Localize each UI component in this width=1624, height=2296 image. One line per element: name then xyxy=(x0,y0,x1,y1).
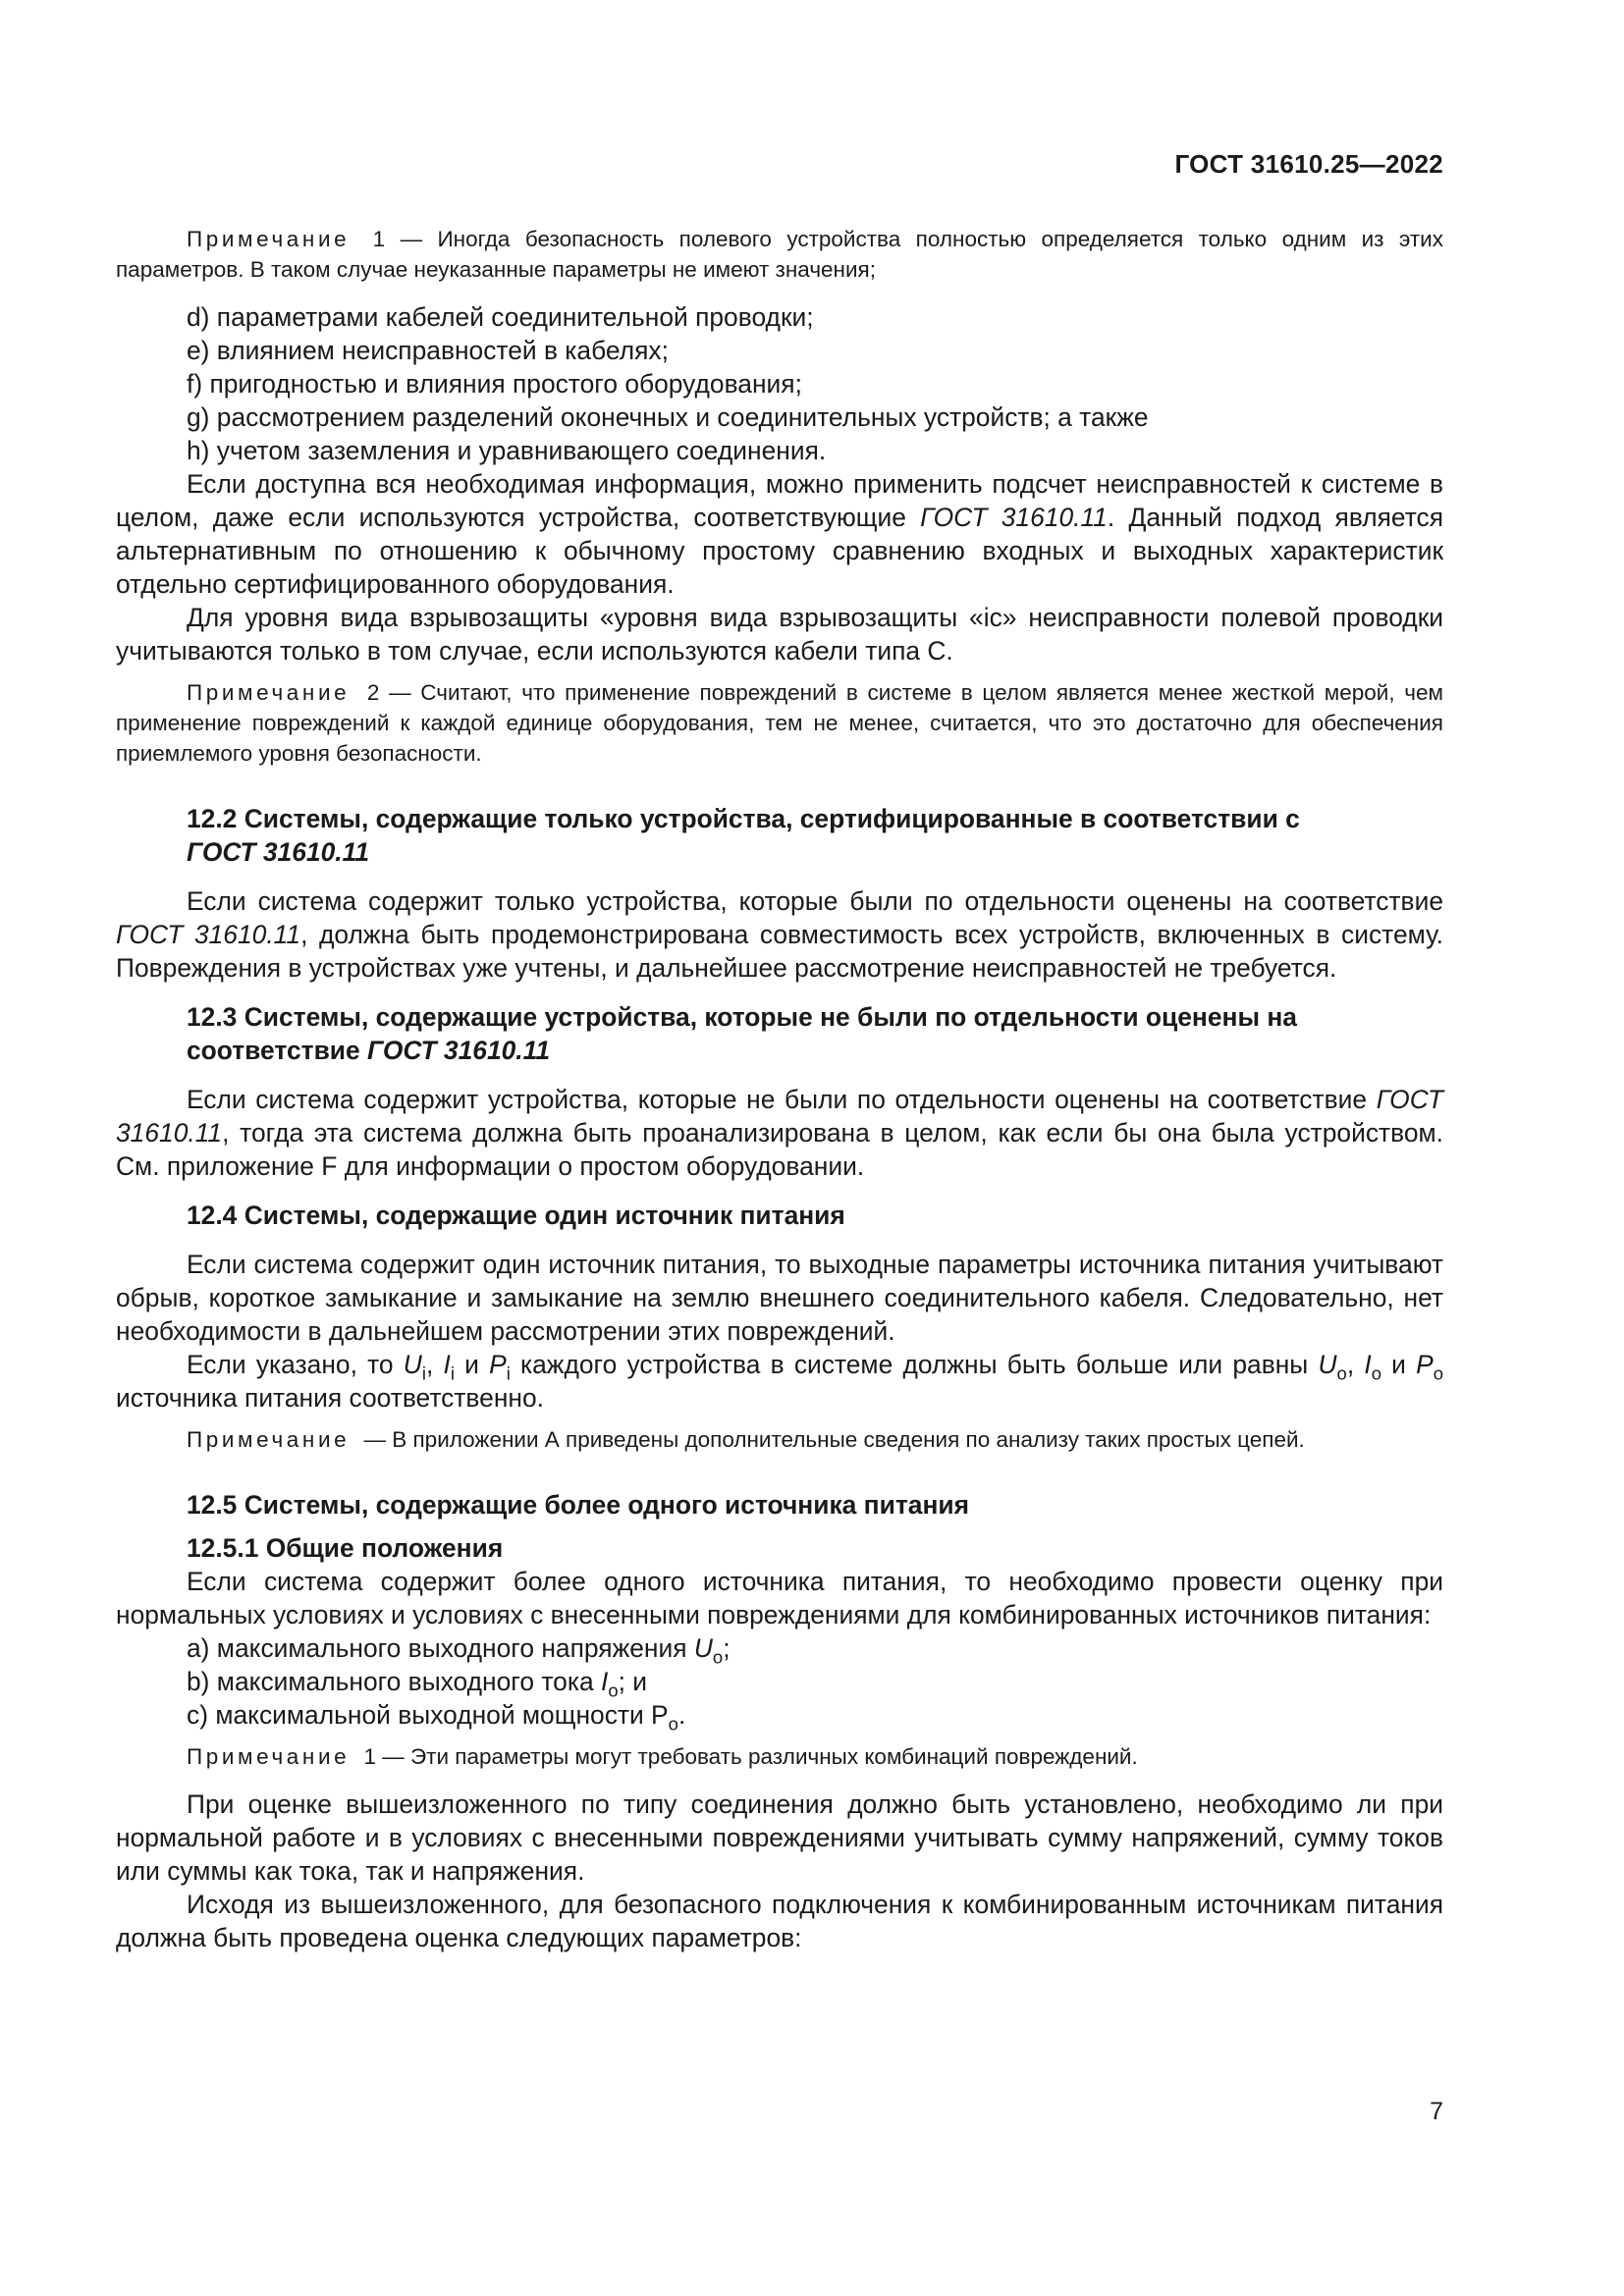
document-page xyxy=(116,0,1443,2296)
list-item: e) влиянием неисправностей в кабелях; xyxy=(187,336,669,365)
paragraph: Исходя из вышеизложенного, для безопасного подключения к комбинированным источникам питания должна быть проведена оценка следующих параметров: xyxy=(116,1890,1443,1952)
note-label: Примечание xyxy=(187,227,351,251)
note-1 xyxy=(116,224,1443,285)
list-a-c xyxy=(116,1631,1443,1735)
standard-reference: ГОСТ 31610.11 xyxy=(187,837,369,867)
paragraph: Если система содержит более одного источника питания, то необходимо провести оценку при нормальных условиях и условиях с внесенными повреждениями для комбинированных источников питания: xyxy=(116,1567,1443,1629)
standard-reference: ГОСТ 31610.11 xyxy=(116,920,301,949)
paragraph: Если система содержит только устройства, которые были по отдельности оценены на соответствие ГОСТ 31610.11, должна быть продемонстрирована совместимость всех устройств, включенных в систему. Повреждения в устройствах уже учтены, и дальнейшее рассмотрение неисправностей не требуется. xyxy=(116,886,1443,983)
note-label: Примечание xyxy=(187,1427,351,1452)
paragraph: Если система содержит устройства, которые не были по отдельности оценены на соответствие ГОСТ 31610.11, тогда эта система должна быть проанализирована в целом, как если бы она была устройством. См. приложение F для информации о простом оборудовании. xyxy=(116,1085,1443,1181)
paragraph: При оценке вышеизложенного по типу соединения должно быть установлено, необходимо ли при нормальной работе и в условиях с внесенными повреждениями учитывать сумму напряжений, сумму токов или суммы как тока, так и напряжения. xyxy=(116,1789,1443,1886)
note-label: Примечание xyxy=(187,1744,351,1769)
document-body xyxy=(116,224,1443,1954)
paragraph: Если система содержит один источник питания, то выходные параметры источника питания учитывают обрыв, короткое замыкание и замыкание на землю внешнего соединительного кабеля. Следовательно, нет необходимости в дальнейшем рассмотрении этих повреждений. xyxy=(116,1250,1443,1346)
paragraph-parameters: Если указано, то $U_i$, $I_i$ и $P_i$ каждого устройства в системе должны быть больше или равны $U_o$, $I_o$ и $P_o$ источника питания соответственно. xyxy=(116,1350,1443,1413)
section-heading-12-2: 12.2 Системы, содержащие только устройства, сертифицированные в соответствии с ГОСТ 31610.11 xyxy=(187,804,1300,867)
list-item: g) рассмотрением разделений оконечных и соединительных устройств; а также xyxy=(187,402,1149,432)
note-label: Примечание xyxy=(187,680,351,705)
note-12-5 xyxy=(116,1741,1443,1772)
list-d-h xyxy=(116,300,1443,467)
document-header: ГОСТ 31610.25—2022 xyxy=(1174,149,1443,179)
note-2 xyxy=(116,677,1443,769)
note-text: 1 — Эти параметры могут требовать различных комбинаций повреждений. xyxy=(357,1744,1138,1769)
standard-reference: ГОСТ 31610.11 xyxy=(367,1036,551,1065)
note-text: 2 — Считают, что применение повреждений в системе в целом является менее жесткой мерой, чем применение повреждений к каждой единице оборудования, тем не менее, считается, что это достаточно для обеспечения приемлемого уровня безопасности. xyxy=(116,680,1443,766)
note-text: 1 — Иногда безопасность полевого устройства полностью определяется только одним из этих параметров. В таком случае неуказанные параметры не имеют значения; xyxy=(116,227,1443,282)
list-item: b) максимального выходного тока $I_o$; и xyxy=(187,1667,647,1701)
section-heading-12-4: 12.4 Системы, содержащие один источник питания xyxy=(187,1201,845,1230)
section-heading-12-5: 12.5 Системы, содержащие более одного источника питания xyxy=(187,1490,970,1520)
subsection-heading-12-5-1: 12.5.1 Общие положения xyxy=(187,1533,504,1563)
list-item: h) учетом заземления и уравнивающего соединения. xyxy=(187,436,827,465)
list-item: c) максимальной выходной мощности $P_o$. xyxy=(187,1700,686,1735)
list-item: f) пригодностью и влияния простого оборудования; xyxy=(187,369,802,399)
paragraph: Если доступна вся необходимая информация, можно применить подсчет неисправностей к системе в целом, даже если используются устройства, соответствующие ГОСТ 31610.11. Данный подход является альтернативным по отношению к обычному простому сравнению входных и выходных характеристик отдельно сертифицированного оборудования. xyxy=(116,469,1444,599)
section-heading-12-3: 12.3 Системы, содержащие устройства, которые не были по отдельности оценены на соответствие ГОСТ 31610.11 xyxy=(187,1002,1297,1065)
standard-reference: ГОСТ 31610.11 xyxy=(116,1085,1443,1148)
note-12-4 xyxy=(116,1424,1443,1455)
list-item: a) максимального выходного напряжения $U_o$; xyxy=(187,1633,731,1668)
standard-reference: ГОСТ 31610.11 xyxy=(920,503,1108,532)
list-item: d) параметрами кабелей соединительной проводки; xyxy=(187,302,814,332)
page-number: 7 xyxy=(1430,2098,1443,2125)
paragraph: Для уровня вида взрывозащиты «уровня вида взрывозащиты «ic» неисправности полевой проводки учитываются только в том случае, если используются кабели типа С. xyxy=(116,603,1443,666)
note-text: — В приложении А приведены дополнительные сведения по анализу таких простых цепей. xyxy=(357,1427,1305,1452)
